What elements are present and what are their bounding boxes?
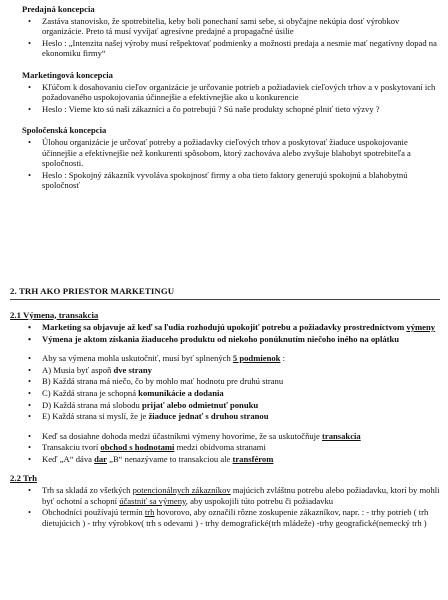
spacer: [10, 423, 440, 431]
text: majúcich zvláštnu potrebu alebo požiadavku, ktorí by mohli byť ochotní a schopní: [42, 485, 440, 506]
section-heading-2-1: 2.1 Výmena, transakcia: [10, 309, 99, 320]
transaction-bullets: [10, 431, 440, 465]
text: :: [280, 353, 285, 364]
concept-heading: Spoločenská koncepcia: [22, 125, 107, 136]
text: B) Každá strana má niečo, čo by mohlo mať hodnotu pre druhú stranu: [42, 376, 284, 387]
chapter-title: 2. TRH AKO PRIESTOR MARKETINGU: [10, 286, 440, 300]
text: Transakciu tvorí: [42, 442, 101, 453]
bold-term: dve strany: [113, 364, 152, 375]
concept-heading: Predajná koncepcia: [22, 4, 95, 14]
underlined-term: dar: [94, 454, 107, 465]
concept-spolocenska: [10, 125, 440, 191]
bullet-item: [10, 431, 440, 442]
text: Trh sa skladá zo všetkých: [42, 485, 133, 496]
bullet-item: • Heslo : „Intenzita našej výroby musí rešpektovať podmienky a možnosti predaja a nesmie mať negatívny dopad na ekonomiku firmy“: [10, 38, 440, 59]
text: hovorovo, aby označili rôzne zoskupenie zákazníkov, napr. : - trhy potrieb ( trh dietujúcich ) - trhy výrobkov( trh s odevami ) - trhy demografické(trh mládeže) -trhy geografické(nemecký trh ): [42, 507, 429, 528]
text: Keď sa dosiahne dohoda medzi účastníkmi výmeny hovoríme, že sa uskutočňuje: [42, 430, 323, 441]
section-2-1-bullets: [10, 322, 440, 344]
concept-bullets: [10, 16, 440, 59]
underlined-term: trh: [144, 507, 155, 518]
bullet-item: • Úlohou organizácie je určovať potreby a požiadavky cieľových trhov a poskytovať žiaduce uspokojovanie účinnejšie a efektívnejšie než konkurenti spôsobom, ktorý zachováva alebo zvyšuje blahobyt spotrebiteľa a spoločnosti.: [10, 137, 440, 169]
bullet-item: • Zastáva stanovisko, že spotrebitelia, keby boli ponechaní sami sebe, si obyčajne nekúpia dosť výrobkov organizácie. Preto tá musí vyvíjať agresívne predajné a propagačné úsilie: [10, 16, 440, 37]
concept-marketingova: [10, 70, 440, 114]
underlined-term: transakcia: [322, 430, 361, 441]
bullet-item: [10, 454, 440, 465]
section-2-2-bullets: [10, 485, 440, 528]
text: D) Každá strana má slobodu: [42, 399, 142, 410]
bullet-item: [10, 322, 440, 333]
underlined-term: 5 podmienok: [232, 353, 281, 364]
text: Keď „A“ dáva: [42, 454, 95, 465]
bold-term: komunikácie a dodania: [138, 388, 224, 399]
text: medzi obidvoma stranami: [174, 442, 266, 453]
underlined-term: výmeny: [406, 322, 436, 333]
condition-item: [10, 400, 440, 411]
underlined-term: účastniť sa výmeny: [119, 495, 186, 506]
bullet-item: • Heslo : Vieme kto sú naši zákazníci a čo potrebujú ? Sú naše produkty schopné plniť tieto výzvy ?: [10, 104, 440, 115]
concept-bullets: [10, 137, 440, 191]
bullet-item: [10, 507, 440, 528]
bullet-item: • Heslo : Spokojný zákazník vyvoláva spokojnosť firmy a oba tieto faktory generujú spokojnú a blahobytnú spoločnosť: [10, 170, 440, 191]
bullet-item: [10, 353, 440, 364]
bullet-item: [10, 485, 440, 506]
condition-item: [10, 388, 440, 399]
spacer: [10, 345, 440, 353]
text: C) Každá strana je schopná: [42, 388, 139, 399]
text: Obchodníci používajú termín: [42, 507, 145, 518]
bullet-item: • Výmena je aktom získania žiaduceho produktu od niekoho ponúknutím niečoho iného na oplátku: [10, 334, 440, 345]
text: „B“ nenazývame to transakciou ale: [106, 454, 233, 465]
concept-heading: Marketingová koncepcia: [22, 69, 113, 80]
conditions-bullets: [10, 353, 440, 422]
bold-term: žiaduce jednať s druhou stranou: [148, 411, 269, 422]
section-heading-2-2: 2.2 Trh: [10, 472, 38, 483]
text: Aby sa výmena mohla uskutočniť, musí byť splnených: [42, 353, 233, 364]
underlined-term: obchod s hodnotami: [100, 442, 175, 453]
bullet-item: • Kľúčom k dosahovaniu cieľov organizácie je určovanie potrieb a požiadaviek cieľových trhov a v poskytovaní ich požadovaného uspokojovania účinnejšie a efektívnejšie ako u konkurencie: [10, 82, 440, 103]
text: Marketing sa objavuje až keď sa ľudia rozhodujú upokojiť potrebu a požiadavky prostredníctvom: [42, 322, 407, 333]
concept-bullets: [10, 82, 440, 115]
underlined-term: transférom: [232, 454, 274, 465]
condition-item: [10, 376, 440, 387]
condition-item: [10, 365, 440, 376]
text: E) Každá strana si myslí, že je: [42, 411, 149, 422]
underlined-term: potencionálnych zákazníkov: [132, 485, 231, 496]
text: A) Musia byť aspoň: [42, 364, 114, 375]
concept-predajna: [10, 4, 440, 59]
bullet-item: [10, 442, 440, 453]
bold-term: prijať alebo odmietnuť ponuku: [142, 399, 259, 410]
condition-item: [10, 411, 440, 422]
text: , aby uspokojili túto potrebu či požiadavku: [185, 495, 334, 506]
